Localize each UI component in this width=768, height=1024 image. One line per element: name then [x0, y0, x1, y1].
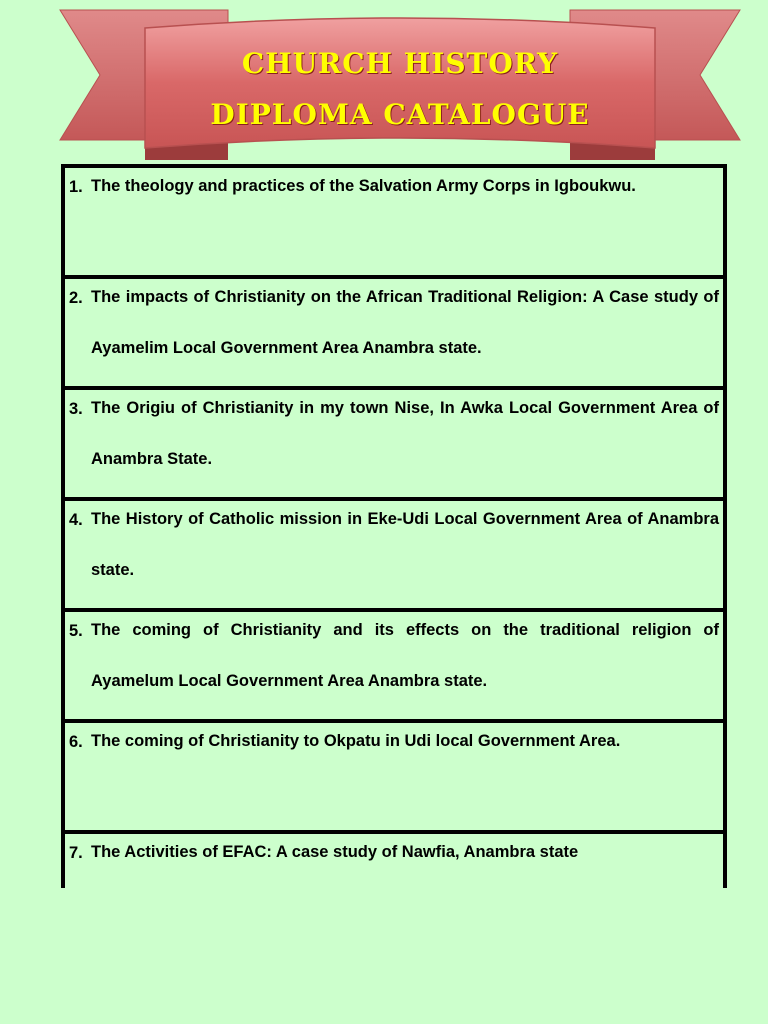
catalogue-row: [65, 834, 723, 888]
row-title: The coming of Christianity and its effects on the traditional religion of Ayamelum Local Government Area Anambra state.: [91, 621, 719, 690]
catalogue-row: [65, 279, 723, 390]
catalogue-row: [65, 390, 723, 501]
row-number: 3.: [69, 400, 83, 418]
ribbon-graphic: [0, 0, 768, 170]
row-number: 2.: [69, 289, 83, 307]
banner-title-line-1: CHURCH HISTORY: [241, 47, 559, 80]
catalogue-row: [65, 501, 723, 612]
catalogue-row: [65, 168, 723, 279]
row-title: The History of Catholic mission in Eke-Udi Local Government Area of Anambra state.: [91, 510, 719, 579]
row-number: 6.: [69, 733, 83, 751]
row-number: 7.: [69, 844, 83, 862]
title-banner: [0, 0, 768, 170]
catalogue-row: [65, 612, 723, 723]
row-title: The coming of Christianity to Okpatu in Udi local Government Area.: [91, 732, 621, 750]
row-title: The Origiu of Christianity in my town Nise, In Awka Local Government Area of Anambra State.: [91, 399, 719, 468]
row-title: The impacts of Christianity on the African Traditional Religion: A Case study of Ayamelim Local Government Area Anambra state.: [91, 288, 719, 357]
row-title: The Activities of EFAC: A case study of Nawfia, Anambra state: [91, 843, 579, 861]
row-number: 1.: [69, 178, 83, 196]
row-title: The theology and practices of the Salvation Army Corps in Igboukwu.: [91, 177, 636, 195]
row-number: 4.: [69, 511, 83, 529]
catalogue-table: [61, 164, 727, 888]
banner-title-line-2: DIPLOMA CATALOGUE: [210, 98, 590, 131]
catalogue-row: [65, 723, 723, 834]
row-number: 5.: [69, 622, 83, 640]
